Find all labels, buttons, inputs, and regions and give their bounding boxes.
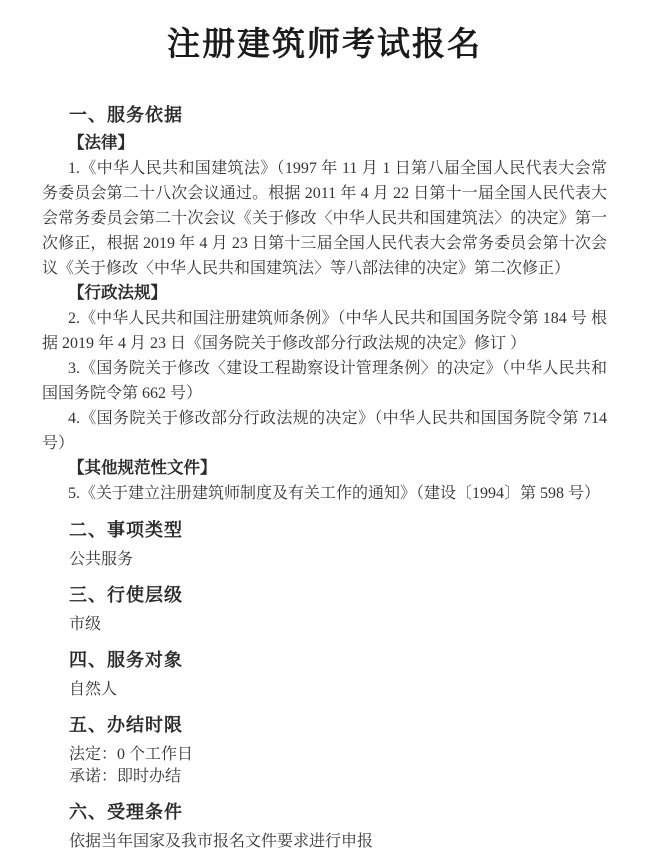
section-heading-item-type: 二、事项类型 <box>69 520 183 540</box>
section-heading-acceptance-conditions: 六、受理条件 <box>69 802 183 822</box>
value-line-promised: 承诺：即时办结 <box>69 768 182 785</box>
service-basis-body <box>42 131 607 506</box>
section-heading-service-basis: 一、服务依据 <box>69 105 183 125</box>
section-heading-service-target: 四、服务对象 <box>69 650 183 670</box>
legal-item: 2.《中华人民共和国注册建筑师条例》（中华人民共和国国务院令第 184 号 根据 2019 年 4 月 23 日《国务院关于修改部分行政法规的决定》修订 ） <box>42 310 607 352</box>
section-heading-time-limit: 五、办结时限 <box>69 715 183 735</box>
legal-item: 1.《中华人民共和国建筑法》（1997 年 11 月 1 日第八届全国人民代表大会常务委员会第二十八次会议通过。根据 2011 年 4 月 22 日第十一届全国人民代表大会常务委员会第二十次会议《关于修改〈中华人民共和国建筑法〉的决定》第一次修正，根据 2019 年 4 月 23 日第十三届全国人民代表大会常务委员会第十次会议《关于修改〈中华人民共和国建筑法〉等八部法律的决定》第二次修正） <box>42 160 607 277</box>
section-value-exercise-level <box>42 614 607 636</box>
legal-group-label-other-normative-documents: 【其他规范性文件】 <box>68 459 217 477</box>
value-line: 依据当年国家及我市报名文件要求进行申报 <box>69 833 374 850</box>
value-line: 自然人 <box>69 681 118 698</box>
value-line: 公共服务 <box>69 551 134 568</box>
legal-item: 4.《国务院关于修改部分行政法规的决定》（中华人民共和国国务院令第 714 号） <box>42 410 607 452</box>
value-line: 市级 <box>69 616 102 633</box>
legal-item: 3.《国务院关于修改〈建设工程勘察设计管理条例〉的决定》（中华人民共和国国务院令第 662 号） <box>42 360 607 402</box>
legal-group-label-administrative-regulations: 【行政法规】 <box>68 284 167 302</box>
section-value-item-type <box>42 549 607 571</box>
document-title: 注册建筑师考试报名 <box>167 27 482 63</box>
legal-group-label-law: 【法律】 <box>68 134 134 152</box>
section-value-time-limit <box>42 744 607 788</box>
legal-item: 5.《关于建立注册建筑师制度及有关工作的通知》（建设〔1994〕第 598 号） <box>68 485 601 502</box>
value-line-statutory: 法定：0 个工作日 <box>69 746 194 763</box>
section-value-service-target <box>42 679 607 701</box>
section-heading-exercise-level: 三、行使层级 <box>69 585 183 605</box>
section-value-acceptance-conditions <box>42 831 607 853</box>
